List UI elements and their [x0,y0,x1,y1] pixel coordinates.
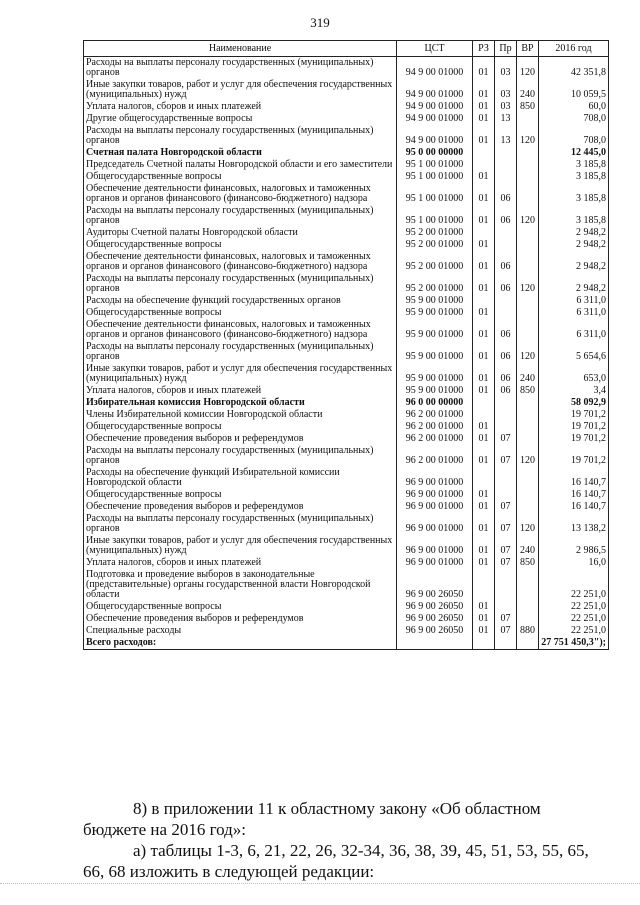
cell-sum: 3 185,8 [539,205,609,227]
cell-sum: 2 948,2 [539,273,609,295]
cell-rz: 01 [473,57,495,80]
cell-name: Общегосударственные вопросы [84,239,397,251]
cell-vr [517,637,539,650]
cell-name: Члены Избирательной комиссии Новгородской области [84,409,397,421]
cell-name: Счетная палата Новгородской области [84,147,397,159]
cell-pr: 07 [495,625,517,637]
cell-rz: 01 [473,489,495,501]
cell-sum: 653,0 [539,363,609,385]
cell-cst: 96 9 00 01000 [397,467,473,489]
cell-pr [495,147,517,159]
cell-cst: 95 9 00 01000 [397,295,473,307]
cell-pr [495,171,517,183]
cell-sum: 5 654,6 [539,341,609,363]
cell-name: Расходы на выплаты персоналу государственных (муниципальных) органов [84,205,397,227]
cell-name: Иные закупки товаров, работ и услуг для обеспечения государственных (муниципальных) нужд [84,363,397,385]
table-row [84,125,609,147]
cell-vr [517,613,539,625]
cell-vr: 120 [517,205,539,227]
table-row [84,159,609,171]
table-row [84,513,609,535]
cell-name: Расходы на выплаты персоналу государственных (муниципальных) органов [84,125,397,147]
cell-vr [517,319,539,341]
table-row [84,147,609,159]
cell-vr [517,251,539,273]
table-row [84,363,609,385]
table-row [84,319,609,341]
cell-vr [517,601,539,613]
cell-sum: 16 140,7 [539,501,609,513]
cell-sum: 708,0 [539,125,609,147]
cell-sum: 58 092,9 [539,397,609,409]
cell-name: Уплата налогов, сборов и иных платежей [84,101,397,113]
table-row [84,409,609,421]
cell-pr: 06 [495,341,517,363]
cell-vr [517,569,539,601]
cell-rz: 01 [473,501,495,513]
cell-pr [495,227,517,239]
cell-name: Подготовка и проведение выборов в законодательные (представительные) органы государственной власти Новгородской области [84,569,397,601]
table-row [84,421,609,433]
cell-pr: 13 [495,125,517,147]
cell-rz [473,295,495,307]
cell-sum: 6 311,0 [539,319,609,341]
cell-vr [517,147,539,159]
cell-rz: 01 [473,307,495,319]
cell-pr: 06 [495,385,517,397]
table-row [84,239,609,251]
cell-cst: 94 9 00 01000 [397,101,473,113]
cell-cst: 94 9 00 01000 [397,79,473,101]
cell-vr [517,409,539,421]
table-row [84,227,609,239]
cell-rz: 01 [473,273,495,295]
table-row [84,101,609,113]
cell-name: Расходы на выплаты персоналу государственных (муниципальных) органов [84,273,397,295]
cell-vr [517,113,539,125]
cell-sum: 3 185,8 [539,159,609,171]
cell-sum: 2 948,2 [539,239,609,251]
cell-sum: 19 701,2 [539,433,609,445]
cell-pr: 06 [495,319,517,341]
table-row [84,601,609,613]
cell-cst: 95 1 00 01000 [397,183,473,205]
cell-sum: 6 311,0 [539,307,609,319]
cell-vr: 120 [517,341,539,363]
cell-pr: 03 [495,57,517,80]
cell-rz [473,227,495,239]
cell-rz [473,409,495,421]
scan-dotted-line [0,883,640,884]
cell-name: Расходы на выплаты персоналу государственных (муниципальных) органов [84,513,397,535]
cell-cst: 95 9 00 01000 [397,363,473,385]
cell-vr [517,307,539,319]
cell-vr: 850 [517,101,539,113]
cell-vr: 880 [517,625,539,637]
table-row [84,295,609,307]
header-name: Наименование [84,41,397,57]
cell-pr [495,159,517,171]
cell-cst: 96 2 00 01000 [397,433,473,445]
cell-vr [517,467,539,489]
cell-vr [517,183,539,205]
cell-name: Председатель Счетной палаты Новгородской области и его заместители [84,159,397,171]
cell-sum: 60,0 [539,101,609,113]
cell-name: Расходы на обеспечение функций государственных органов [84,295,397,307]
cell-vr [517,171,539,183]
cell-name: Избирательная комиссия Новгородской области [84,397,397,409]
table-row [84,183,609,205]
cell-pr: 07 [495,535,517,557]
cell-name: Уплата налогов, сборов и иных платежей [84,385,397,397]
cell-rz [473,637,495,650]
cell-sum: 6 311,0 [539,295,609,307]
header-vr: ВР [517,41,539,57]
cell-cst: 96 9 00 26050 [397,613,473,625]
cell-rz: 01 [473,601,495,613]
cell-sum: 3 185,8 [539,171,609,183]
cell-rz [473,467,495,489]
cell-sum: 2 986,5 [539,535,609,557]
cell-cst: 96 2 00 01000 [397,409,473,421]
cell-name: Специальные расходы [84,625,397,637]
cell-vr [517,159,539,171]
table-row [84,557,609,569]
cell-vr: 120 [517,273,539,295]
cell-rz [473,569,495,601]
cell-name: Уплата налогов, сборов и иных платежей [84,557,397,569]
table-header-row [84,41,609,57]
cell-cst: 96 9 00 01000 [397,513,473,535]
cell-pr [495,397,517,409]
cell-rz: 01 [473,445,495,467]
table-row [84,251,609,273]
cell-rz: 01 [473,625,495,637]
cell-pr: 07 [495,557,517,569]
cell-name: Общегосударственные вопросы [84,421,397,433]
header-pr: Пр [495,41,517,57]
table-row [84,385,609,397]
cell-pr [495,489,517,501]
cell-cst: 96 9 00 01000 [397,489,473,501]
cell-vr: 240 [517,363,539,385]
cell-pr: 03 [495,101,517,113]
table-row [84,637,609,650]
cell-sum: 2 948,2 [539,227,609,239]
cell-cst: 96 9 00 26050 [397,569,473,601]
cell-sum: 16 140,7 [539,467,609,489]
cell-name: Обеспечение деятельности финансовых, налоговых и таможенных органов и органов финансового (финансово-бюджетного) надзора [84,319,397,341]
cell-name: Обеспечение проведения выборов и референдумов [84,433,397,445]
paragraph-tables-list: а) таблицы 1-3, 6, 21, 22, 26, 32-34, 36, 38, 39, 45, 51, 53, 55, 65, 66, 68 изложить в следующей редакции: [83,841,589,881]
cell-cst: 96 2 00 01000 [397,421,473,433]
cell-rz: 01 [473,239,495,251]
cell-rz: 01 [473,125,495,147]
cell-name: Обеспечение проведения выборов и референдумов [84,501,397,513]
cell-pr [495,637,517,650]
cell-rz: 01 [473,557,495,569]
cell-name: Расходы на обеспечение функций Избирательной комиссии Новгородской области [84,467,397,489]
cell-cst: 95 1 00 01000 [397,159,473,171]
cell-rz: 01 [473,183,495,205]
cell-sum: 16,0 [539,557,609,569]
cell-cst: 95 2 00 01000 [397,239,473,251]
cell-cst: 95 9 00 01000 [397,319,473,341]
cell-vr [517,433,539,445]
table-row [84,113,609,125]
cell-pr [495,307,517,319]
cell-vr [517,227,539,239]
cell-name: Расходы на выплаты персоналу государственных (муниципальных) органов [84,341,397,363]
cell-cst: 95 9 00 01000 [397,385,473,397]
cell-rz: 01 [473,363,495,385]
table-row [84,613,609,625]
cell-sum: 12 445,0 [539,147,609,159]
cell-cst: 96 9 00 26050 [397,601,473,613]
cell-cst: 96 9 00 01000 [397,557,473,569]
cell-cst [397,637,473,650]
cell-sum: 22 251,0 [539,569,609,601]
page-number: 319 [310,15,330,30]
cell-cst: 95 1 00 01000 [397,171,473,183]
cell-cst: 96 0 00 00000 [397,397,473,409]
table-row [84,445,609,467]
cell-pr [495,239,517,251]
cell-vr: 120 [517,445,539,467]
cell-rz [473,147,495,159]
cell-rz: 01 [473,79,495,101]
budget-table [83,40,609,650]
cell-pr: 03 [495,79,517,101]
cell-sum: 3 185,8 [539,183,609,205]
cell-name: Всего расходов: [84,637,397,650]
cell-sum: 22 251,0 [539,613,609,625]
cell-vr [517,489,539,501]
table-row [84,569,609,601]
cell-rz: 01 [473,613,495,625]
cell-cst: 95 2 00 01000 [397,273,473,295]
cell-vr [517,239,539,251]
cell-name: Общегосударственные вопросы [84,171,397,183]
cell-vr: 240 [517,79,539,101]
cell-pr [495,295,517,307]
cell-name: Обеспечение проведения выборов и референдумов [84,613,397,625]
cell-cst: 96 9 00 26050 [397,625,473,637]
cell-sum: 19 701,2 [539,445,609,467]
table-row [84,433,609,445]
cell-pr [495,409,517,421]
cell-rz: 01 [473,205,495,227]
cell-vr [517,397,539,409]
cell-rz: 01 [473,251,495,273]
cell-name: Иные закупки товаров, работ и услуг для обеспечения государственных (муниципальных) нужд [84,79,397,101]
cell-name: Обеспечение деятельности финансовых, налоговых и таможенных органов и органов финансового (финансово-бюджетного) надзора [84,183,397,205]
cell-cst: 95 0 00 00000 [397,147,473,159]
cell-cst: 96 9 00 01000 [397,501,473,513]
cell-cst: 95 9 00 01000 [397,341,473,363]
cell-sum: 22 251,0 [539,601,609,613]
cell-sum: 42 351,8 [539,57,609,80]
cell-sum: 10 059,5 [539,79,609,101]
cell-cst: 94 9 00 01000 [397,125,473,147]
cell-pr: 07 [495,501,517,513]
paragraph-appendix-11: 8) в приложении 11 к областному закону «Об областном бюджете на 2016 год»: [83,799,541,839]
cell-pr: 13 [495,113,517,125]
table-row [84,307,609,319]
cell-sum: 27 751 450,3"); [539,637,609,650]
table-row [84,57,609,80]
cell-rz: 01 [473,513,495,535]
cell-pr: 06 [495,205,517,227]
cell-name: Расходы на выплаты персоналу государственных (муниципальных) органов [84,57,397,80]
cell-vr [517,421,539,433]
cell-pr: 07 [495,513,517,535]
cell-pr: 06 [495,273,517,295]
cell-rz [473,159,495,171]
cell-vr: 120 [517,513,539,535]
cell-rz: 01 [473,101,495,113]
cell-pr [495,601,517,613]
cell-pr: 06 [495,183,517,205]
cell-cst: 94 9 00 01000 [397,57,473,80]
table-row [84,489,609,501]
cell-rz: 01 [473,421,495,433]
table-row [84,171,609,183]
cell-pr [495,569,517,601]
cell-name: Аудиторы Счетной палаты Новгородской области [84,227,397,239]
table-row [84,79,609,101]
cell-vr [517,295,539,307]
cell-cst: 95 2 00 01000 [397,251,473,273]
cell-rz: 01 [473,171,495,183]
cell-sum: 16 140,7 [539,489,609,501]
cell-name: Другие общегосударственные вопросы [84,113,397,125]
cell-sum: 2 948,2 [539,251,609,273]
cell-sum: 19 701,2 [539,409,609,421]
cell-sum: 708,0 [539,113,609,125]
table-row [84,535,609,557]
cell-pr: 07 [495,613,517,625]
table-row [84,273,609,295]
cell-rz [473,397,495,409]
table-row [84,341,609,363]
cell-pr [495,467,517,489]
table-row [84,501,609,513]
cell-cst: 95 1 00 01000 [397,205,473,227]
cell-cst: 95 9 00 01000 [397,307,473,319]
cell-cst: 96 9 00 01000 [397,535,473,557]
cell-cst: 96 2 00 01000 [397,445,473,467]
table-row [84,205,609,227]
cell-rz: 01 [473,433,495,445]
cell-name: Общегосударственные вопросы [84,307,397,319]
header-sum: 2016 год [539,41,609,57]
cell-rz: 01 [473,113,495,125]
cell-pr: 06 [495,363,517,385]
cell-vr: 850 [517,385,539,397]
cell-name: Расходы на выплаты персоналу государственных (муниципальных) органов [84,445,397,467]
cell-name: Обеспечение деятельности финансовых, налоговых и таможенных органов и органов финансового (финансово-бюджетного) надзора [84,251,397,273]
cell-pr [495,421,517,433]
table-row [84,467,609,489]
cell-vr: 240 [517,535,539,557]
cell-cst: 94 9 00 01000 [397,113,473,125]
cell-sum: 3,4 [539,385,609,397]
cell-cst: 95 2 00 01000 [397,227,473,239]
cell-vr: 120 [517,125,539,147]
cell-pr: 07 [495,433,517,445]
cell-name: Иные закупки товаров, работ и услуг для обеспечения государственных (муниципальных) нужд [84,535,397,557]
cell-rz: 01 [473,341,495,363]
cell-rz: 01 [473,385,495,397]
cell-vr: 850 [517,557,539,569]
cell-sum: 13 138,2 [539,513,609,535]
cell-sum: 19 701,2 [539,421,609,433]
table-row [84,397,609,409]
cell-name: Общегосударственные вопросы [84,601,397,613]
cell-pr: 06 [495,251,517,273]
table-row [84,625,609,637]
cell-sum: 22 251,0 [539,625,609,637]
cell-vr: 120 [517,57,539,80]
cell-pr: 07 [495,445,517,467]
cell-rz: 01 [473,535,495,557]
header-cst: ЦСТ [397,41,473,57]
cell-rz: 01 [473,319,495,341]
header-rz: РЗ [473,41,495,57]
cell-name: Общегосударственные вопросы [84,489,397,501]
cell-vr [517,501,539,513]
